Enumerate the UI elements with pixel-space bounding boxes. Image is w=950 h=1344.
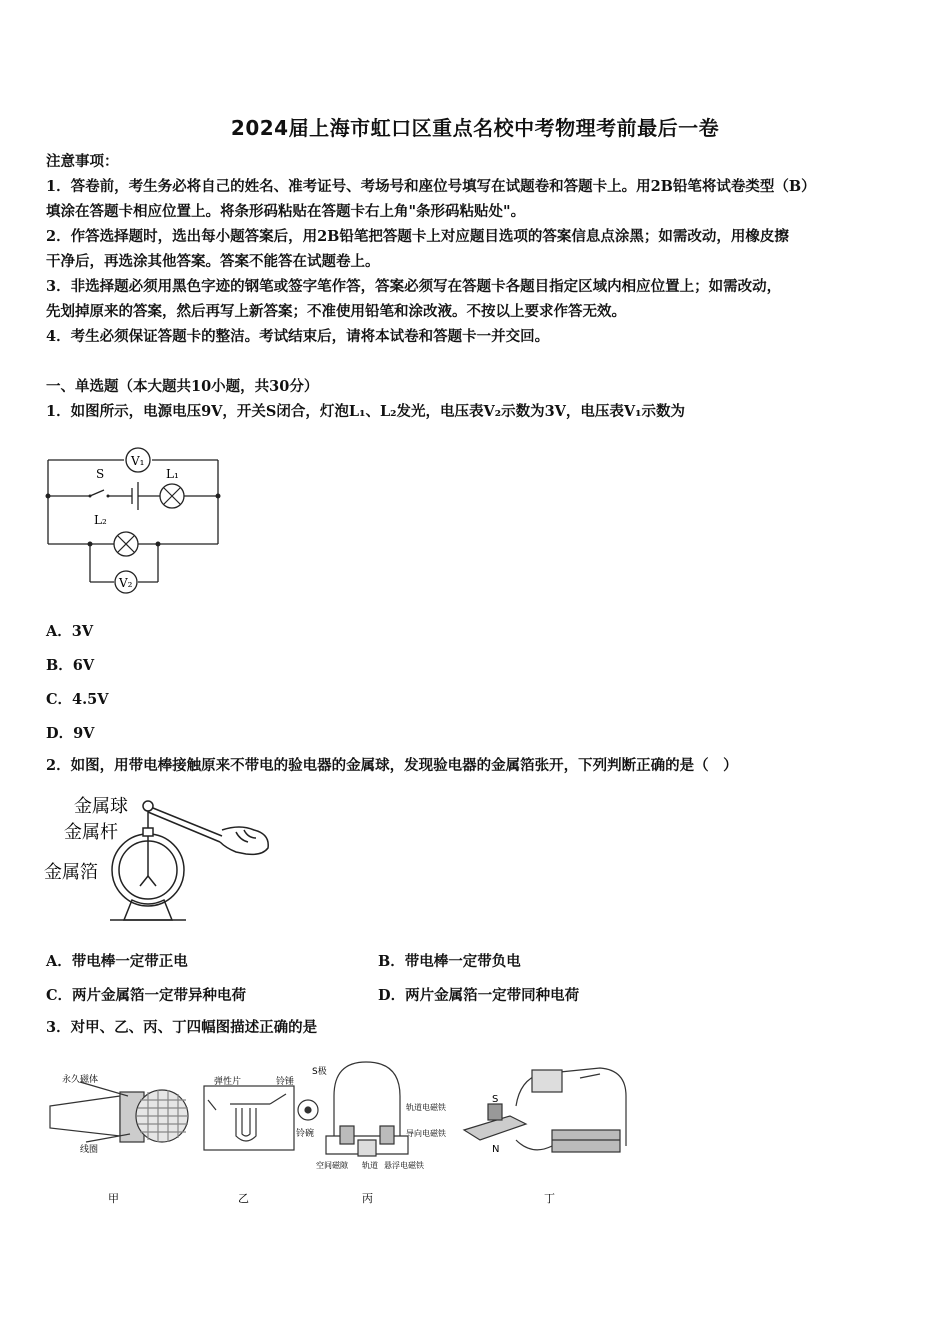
electroscope-diagram <box>40 790 280 930</box>
q2-option-d[interactable]: D．两片金属箔一定带同种电荷 <box>378 987 580 1004</box>
l1-label: L₁ <box>166 467 179 481</box>
q1-option-d[interactable]: D．9V <box>46 725 95 742</box>
q2-option-b[interactable]: B．带电棒一定带负电 <box>378 953 521 970</box>
ding-s-label: S <box>492 1094 499 1105</box>
notice-line: 填涂在答题卡相应位置上。将条形码粘贴在答题卡右上角"条形码粘贴处"。 <box>46 203 526 220</box>
notice-line: 3．非选择题必须用黑色字迹的钢笔或签字笔作答，答案必须写在答题卡各题目指定区域内相应位置上；如需改动， <box>46 278 782 295</box>
notice-heading: 注意事项： <box>46 153 119 170</box>
bing-s-label: S极 <box>312 1067 327 1077</box>
bing-rail-label: 轨道电磁铁 <box>406 1103 446 1112</box>
jia-magnet-label: 永久磁体 <box>62 1075 99 1085</box>
caption-yi: 乙 <box>238 1192 249 1205</box>
yi-spring-label: 弹性片 <box>214 1077 242 1087</box>
ball-label: 金属球 <box>74 796 128 817</box>
question-2-stem: 2．如图，用带电棒接触原来不带电的验电器的金属球，发现验电器的金属箔张开，下列判断正确的是（ ） <box>46 757 738 774</box>
q2-option-a[interactable]: A．带电棒一定带正电 <box>46 953 188 970</box>
l2-label: L₂ <box>94 513 107 527</box>
yi-hammer-label: 铃锤 <box>276 1077 295 1087</box>
rod-label: 金属杆 <box>64 822 118 843</box>
bing-gap-label: 空间磁隙 <box>316 1161 348 1170</box>
notice-line: 干净后，再选涂其他答案。答案不能答在试题卷上。 <box>46 253 380 270</box>
notice-line: 1．答卷前，考生务必将自己的姓名、准考证号、考场号和座位号填写在试题卷和答题卡上。用2B铅笔将试卷类型（B） <box>46 178 816 195</box>
notice-line: 4．考生必须保证答题卡的整洁。考试结束后，请将本试卷和答题卡一并交回。 <box>46 328 550 345</box>
q1-option-c[interactable]: C．4.5V <box>46 691 109 708</box>
v1-label: V₁ <box>131 454 145 468</box>
question-1-stem: 1．如图所示，电源电压9V，开关S闭合，灯泡L₁、L₂发光，电压表V₂示数为3V，电压表V₁示数为 <box>46 403 686 420</box>
caption-bing: 丙 <box>362 1192 373 1205</box>
page-title: 2024届上海市虹口区重点名校中考物理考前最后一卷 <box>230 116 720 140</box>
q2-option-c[interactable]: C．两片金属箔一定带异种电荷 <box>46 987 247 1004</box>
bing-track-label: 轨道 <box>362 1161 378 1170</box>
caption-jia: 甲 <box>108 1192 119 1205</box>
figure-yi <box>204 1075 318 1150</box>
figure-jia <box>50 1073 188 1155</box>
v2-label: V₂ <box>119 576 133 590</box>
circuit-diagram <box>40 442 230 594</box>
section-heading: 一、单选题（本大题共10小题，共30分） <box>46 378 319 395</box>
notice-line: 先划掉原来的答案，然后再写上新答案；不准使用铅笔和涂改液。不按以上要求作答无效。 <box>46 303 626 320</box>
jia-coil-label: 线圈 <box>80 1145 99 1155</box>
bing-guide-label: 导向电磁铁 <box>406 1129 446 1138</box>
q1-option-a[interactable]: A．3V <box>46 623 94 640</box>
figure-bing <box>312 1062 446 1170</box>
question-3-stem: 3．对甲、乙、丙、丁四幅图描述正确的是 <box>46 1019 318 1036</box>
q1-option-b[interactable]: B．6V <box>46 657 95 674</box>
four-figures <box>40 1056 640 1206</box>
ding-n-label: N <box>492 1144 500 1155</box>
notice-line: 2．作答选择题时，选出每小题答案后，用2B铅笔把答题卡上对应题目选项的答案信息点涂黑；如需改动，用橡皮擦 <box>46 228 789 245</box>
caption-ding: 丁 <box>544 1192 555 1205</box>
bing-float-label: 悬浮电磁铁 <box>384 1161 424 1170</box>
switch-s-label: S <box>96 467 105 481</box>
figure-ding <box>464 1068 626 1155</box>
metal-ball-icon <box>143 801 153 811</box>
yi-bell-label: 铃碗 <box>296 1129 315 1139</box>
foil-label: 金属箔 <box>44 862 98 883</box>
